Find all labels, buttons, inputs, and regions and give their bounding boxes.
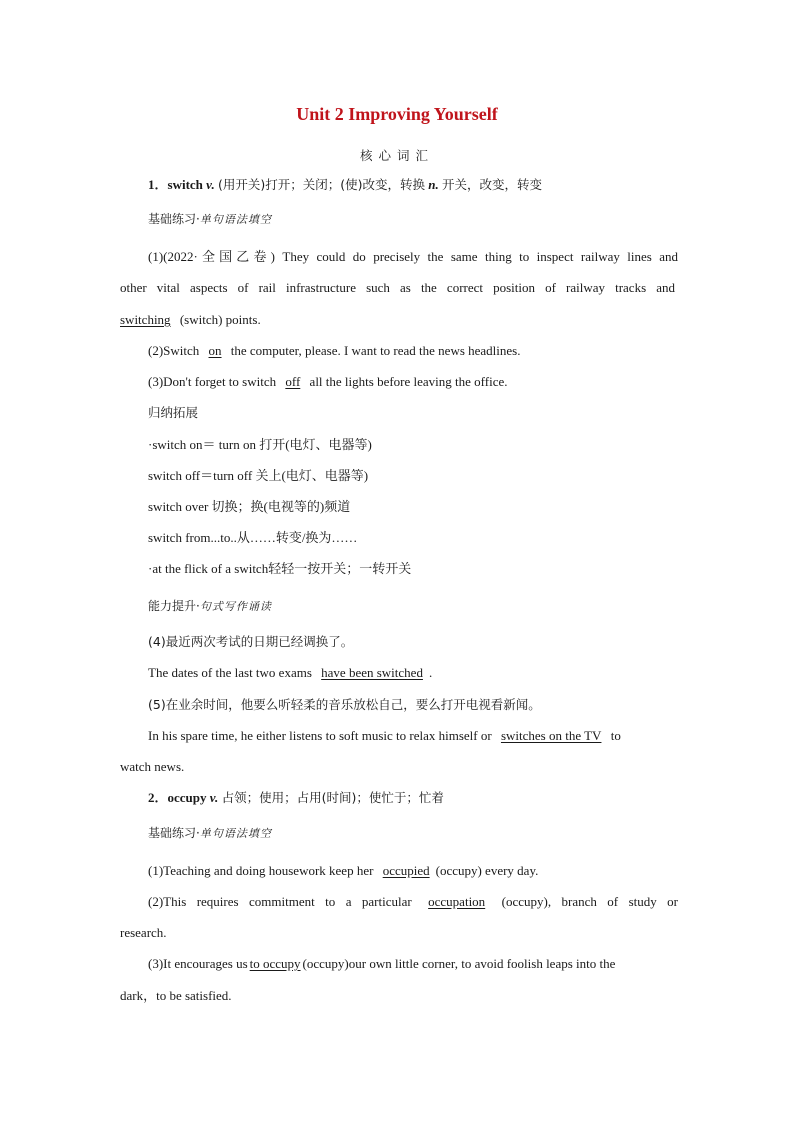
question-1-4-chinese: (4)最近两次考试的日期已经调换了。 [148, 634, 354, 649]
answer-blank: to occupy [249, 956, 301, 971]
summary-item: ·at the flick of a switch轻轻一按开关；一转开关 [148, 561, 412, 576]
summary-item: switch off＝turn off 关上(电灯、电器等) [148, 468, 369, 483]
question-1-5: In his spare time, he either listens to soft music to relax himself or switches on the TV to [148, 728, 621, 743]
section-label-basic: 基础练习·单句语法填空 [148, 212, 272, 226]
verb-meaning: 占领；使用；占用(时间)；使忙于；忙着 [221, 790, 444, 805]
question-1-5-chinese: (5)在业余时间，他要么听轻柔的音乐放松自己，要么打开电视看新闻。 [148, 697, 541, 712]
question-2-2: (2)This requires commitment to a particular occupation (occupy), branch of study or [148, 894, 678, 909]
noun-meaning: 开关，改变，转变 [441, 177, 542, 192]
question-2-3: (3)It encourages us to occupy (occupy)our own little corner, to avoid foolish leaps into the [148, 956, 616, 971]
section-label-basic: 基础练习·单句语法填空 [148, 826, 272, 840]
part-of-speech-verb: v. [209, 790, 219, 805]
question-1-4: The dates of the last two exams have been switched . [148, 665, 433, 680]
page-title: Unit 2 Improving Yourself [296, 104, 498, 124]
summary-item: switch from...to..从……转变/换为…… [148, 530, 358, 545]
summary-item: ·switch on＝ turn on 打开(电灯、电器等) [148, 437, 372, 452]
entry-number: 1． [148, 177, 168, 192]
question-2-2-continued: research. [120, 925, 167, 940]
summary-item: switch over 切换；换(电视等的)频道 [148, 499, 351, 514]
section-label-ability: 能力提升·句式写作诵读 [148, 599, 272, 613]
answer-blank: occupied [382, 863, 430, 878]
question-2-1: (1)Teaching and doing housework keep her occupied (occupy) every day. [148, 863, 539, 878]
entry-word: occupy [167, 790, 207, 805]
question-1-1-line-a: (1)(2022·全国乙卷) They could do precisely the same thing to inspect railway lines and [148, 249, 678, 264]
verb-meaning: (用开关)打开；关闭；(使)改变，转换 [217, 177, 425, 192]
answer-blank: on [208, 343, 222, 358]
question-1-1-line-c: switching (switch) points. [120, 312, 261, 327]
section-subtitle: 核心词汇 [359, 148, 434, 163]
entry-heading-switch [148, 176, 678, 194]
entry-word: switch [167, 177, 203, 192]
question-1-5-continued: watch news. [120, 759, 185, 774]
answer-blank: switching [120, 312, 171, 327]
part-of-speech-verb: v. [206, 177, 215, 192]
section-label-summary: 归纳拓展 [148, 405, 199, 420]
answer-blank: off [285, 374, 301, 389]
answer-blank: occupation [428, 894, 486, 909]
answer-blank: switches on the TV [500, 728, 602, 743]
question-1-1-line-b: other vital aspects of rail infrastructure such as the correct position of railway tracks and [120, 280, 675, 295]
entry-heading-occupy [148, 789, 678, 807]
question-2-3-continued: dark，to be satisfied. [120, 988, 232, 1003]
entry-number: 2． [148, 790, 168, 805]
question-1-3: (3)Don't forget to switch off all the lights before leaving the office. [148, 374, 508, 389]
question-1-2: (2)Switch on the computer, please. I want to read the news headlines. [148, 343, 521, 358]
part-of-speech-noun: n. [428, 177, 439, 192]
answer-blank: have been switched [321, 665, 423, 680]
